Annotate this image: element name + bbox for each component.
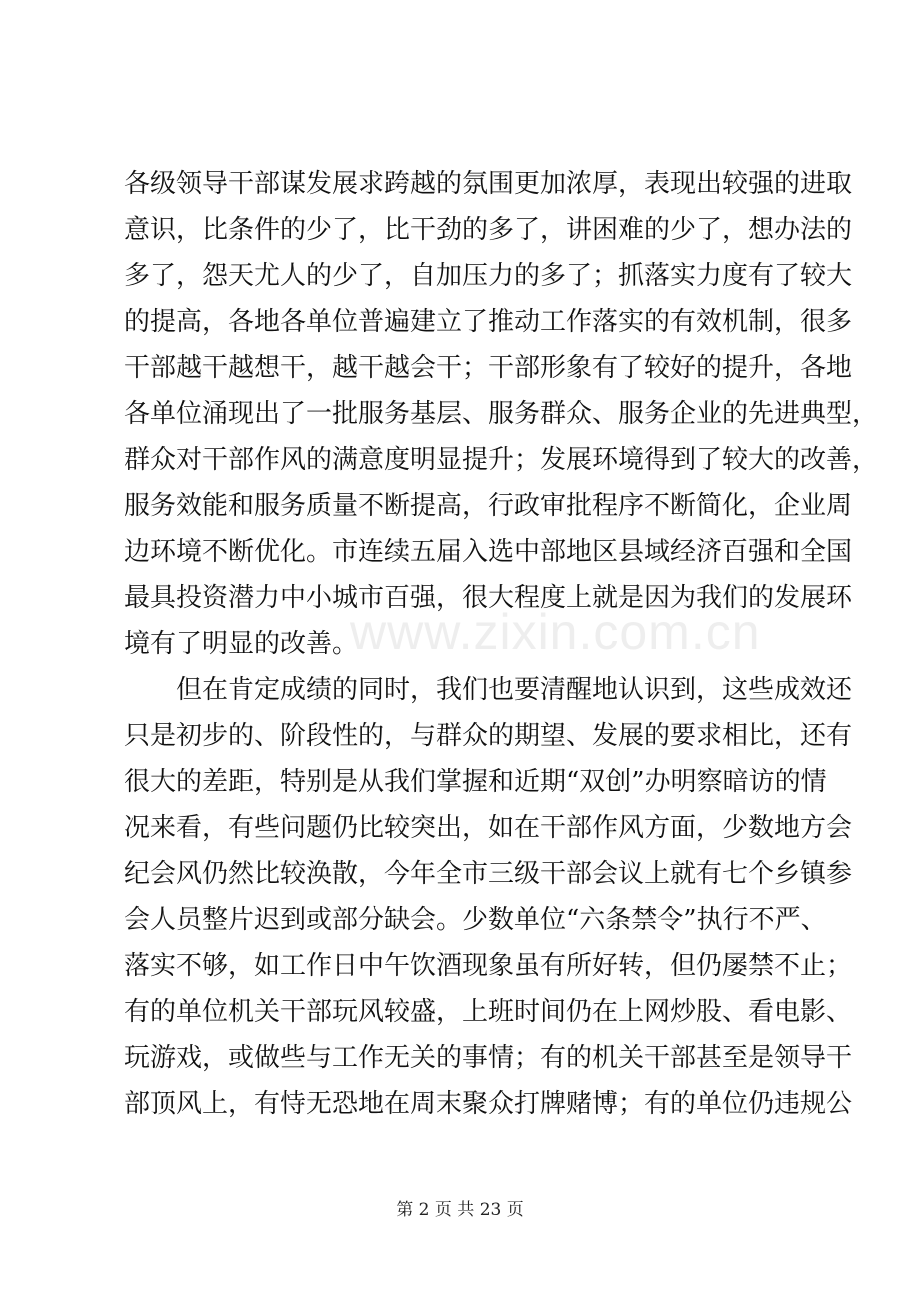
text-line: 但在肯定成绩的同时，我们也要清醒地认识到，这些成效还: [124, 675, 853, 705]
text-line: 意识，比条件的少了，比干劲的多了，讲困难的少了，想办法的: [124, 215, 853, 245]
text-line: 服务效能和服务质量不断提高，行政审批程序不断简化，企业周: [124, 491, 853, 521]
text-line: 有的单位机关干部玩风较盛，上班时间仍在上网炒股、看电影、: [124, 997, 853, 1027]
text-line: 会人员整片迟到或部分缺会。少数单位“六条禁令”执行不严、: [124, 905, 827, 935]
text-line: 各级领导干部谋发展求跨越的氛围更加浓厚，表现出较强的进取: [124, 169, 853, 199]
text-line: 多了，怨天尤人的少了，自加压力的多了；抓落实力度有了较大: [124, 261, 853, 291]
text-line: 部顶风上，有恃无恐地在周末聚众打牌赌博；有的单位仍违规公: [124, 1089, 853, 1119]
text-line: 境有了明显的改善。: [124, 629, 359, 659]
text-line: 群众对干部作风的满意度明显提升；发展环境得到了较大的改善，: [124, 445, 879, 475]
text-line: 的提高，各地各单位普遍建立了推动工作落实的有效机制，很多: [124, 307, 853, 337]
text-line: 纪会风仍然比较涣散，今年全市三级干部会议上就有七个乡镇参: [124, 859, 853, 889]
watermark: www.zixin.com.cn: [350, 604, 761, 660]
text-line: 落实不够，如工作日中午饮酒现象虽有所好转，但仍屡禁不止；: [124, 951, 853, 981]
text-line: 各单位涌现出了一批服务基层、服务群众、服务企业的先进典型，: [124, 399, 879, 429]
text-line: 边环境不断优化。市连续五届入选中部地区县域经济百强和全国: [124, 537, 853, 567]
page-number-footer: 第 2 页 共 23 页: [396, 1200, 524, 1220]
text-line: 最具投资潜力中小城市百强，很大程度上就是因为我们的发展环: [124, 583, 853, 613]
text-line: 玩游戏，或做些与工作无关的事情；有的机关干部甚至是领导干: [124, 1043, 853, 1073]
text-line: 干部越干越想干，越干越会干；干部形象有了较好的提升，各地: [124, 353, 853, 383]
text-line: 很大的差距，特别是从我们掌握和近期“双创”办明察暗访的情: [124, 767, 827, 797]
text-line: 只是初步的、阶段性的，与群众的期望、发展的要求相比，还有: [124, 721, 853, 751]
text-line: 况来看，有些问题仍比较突出，如在干部作风方面，少数地方会: [124, 813, 853, 843]
